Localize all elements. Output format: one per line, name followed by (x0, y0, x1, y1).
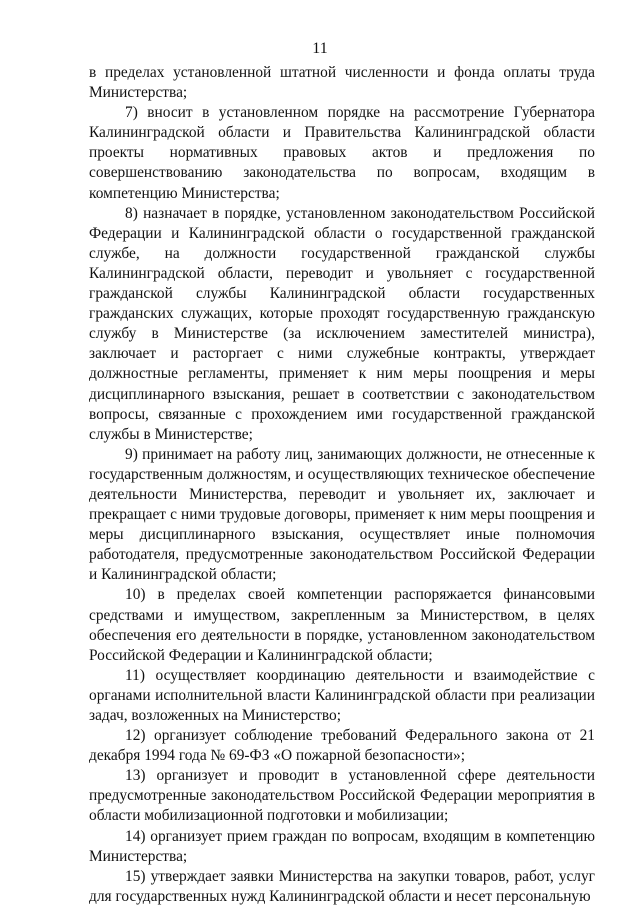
document-body (89, 63, 595, 907)
paragraph-item-7: 7) вносит в установленном порядке на рассмотрение Губернатора Калининградской области и Правительства Калининградской области проекты нормативных правовых актов и предложения по совершенствованию законодательства по вопросам, входящим в компетенцию Министерства; (89, 104, 595, 202)
paragraph-item-14: 14) организует прием граждан по вопросам, входящим в компетенцию Министерства; (89, 827, 595, 865)
paragraph-item-10: 10) в пределах своей компетенции распоряжается финансовыми средствами и имуществом, закрепленным за Министерством, в целях обеспечения его деятельности в порядке, установленном законодательством Российской Федерации и Калининградской области; (89, 586, 595, 664)
page-number: 11 (312, 40, 328, 57)
paragraph-item-9: 9) принимает на работу лиц, занимающих должности, не отнесенные к государственным должностям, и осуществляющих техническое обеспечение деятельности Министерства, переводит и увольняет их, заключает и прекращает с ними трудовые договоры, применяет к ним меры поощрения и меры дисциплинарного взыскания, осуществляет иные полномочия работодателя, предусмотренные законодательством Российской Федерации и Калининградской области; (89, 445, 595, 584)
paragraph-item-11: 11) осуществляет координацию деятельности и взаимодействие с органами исполнительной власти Калининградской области при реализации задач, возложенных на Министерство; (89, 666, 595, 724)
paragraph-item-13: 13) организует и проводит в установленной сфере деятельности предусмотренные законодательством Российской Федерации мероприятия в области мобилизационной подготовки и мобилизации; (89, 767, 595, 825)
paragraph-item-12: 12) организует соблюдение требований Федерального закона от 21 декабря 1994 года № 69-ФЗ «О пожарной безопасности»; (89, 727, 595, 765)
paragraph-item-15: 15) утверждает заявки Министерства на закупки товаров, работ, услуг для государственных нужд Калининградской области и несет персональную (89, 867, 595, 905)
paragraph-item-8: 8) назначает в порядке, установленном законодательством Российской Федерации и Калининградской области о государственной гражданской службе, на должности государственной гражданской службы Калининградской области, переводит и увольняет с государственной гражданской службы Калининградской области государственных гражданских служащих, которые проходят государственную гражданскую службу в Министерстве (за исключением заместителей министра), заключает и расторгает с ними служебные контракты, утверждает должностные регламенты, применяет к ним меры поощрения и меры дисциплинарного взыскания, решает в соответствии с законодательством вопросы, связанные с прохождением ими государственной гражданской службы в Министерстве; (89, 204, 595, 443)
paragraph-continuation: в пределах установленной штатной численности и фонда оплаты труда Министерства; (89, 64, 595, 102)
